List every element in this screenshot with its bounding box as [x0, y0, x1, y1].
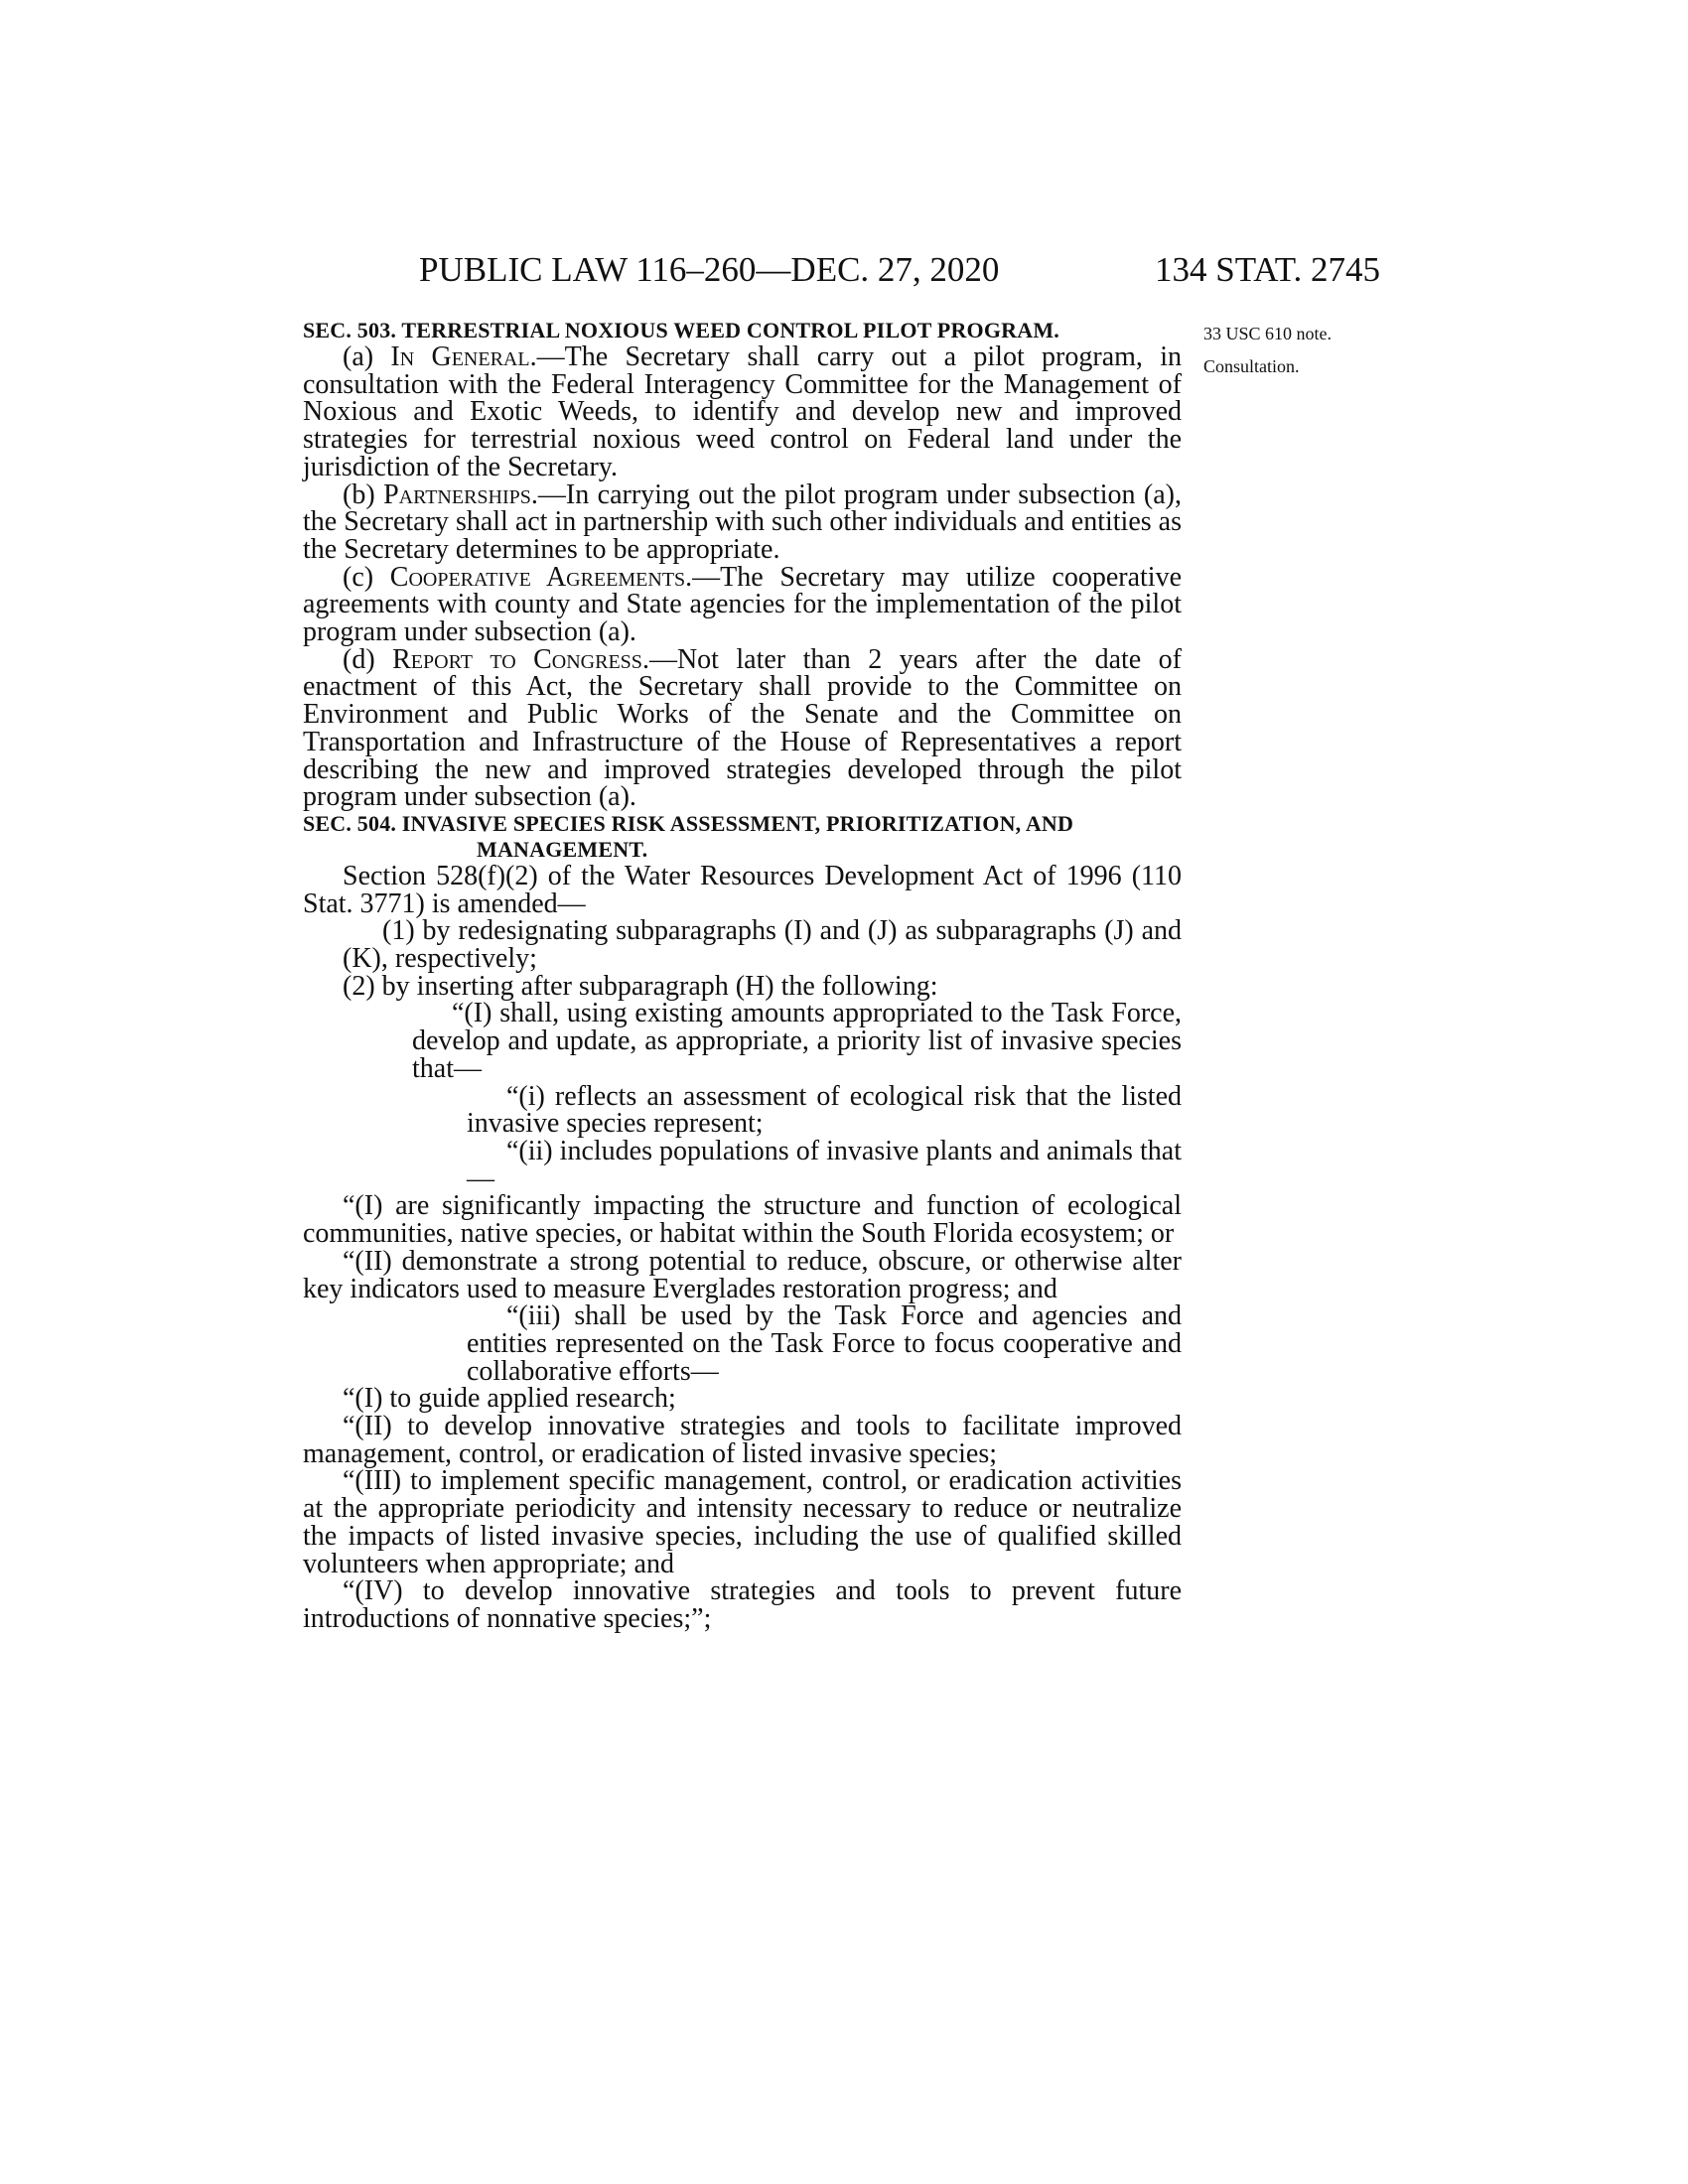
caption-report-to-congress: Report to Congress	[392, 643, 642, 675]
margin-note-usc: 33 USC 610 note.	[1203, 324, 1333, 343]
subsection-b: (b) Partnerships.—In carrying out the pilot program under subsection (a), the Secretary shall act in partnership with such other individuals and entities as the Secretary determines to be appropriate.	[303, 478, 1182, 565]
caption-cooperative-agreements: Cooperative Agreements	[389, 561, 686, 593]
subclause-ii-II: “(II) demonstrate a strong potential to reduce, obscure, or otherwise alter key indicators used to measure Everglades restoration progress; and	[303, 1245, 1182, 1304]
subsection-a: (a) In General.—The Secretary shall carry out a pilot program, in consultation with the Federal Interagency Committee for the Management of Noxious and Exotic Weeds, to identify and develop new and improved strategies for terrestrial noxious weed control on Federal land under the jurisdiction of the Secretary.	[303, 341, 1183, 482]
subclause-iii-II: “(II) to develop innovative strategies and tools to facilitate improved management, control, or eradication of listed invasive species;	[303, 1411, 1182, 1469]
caption-in-general: In General	[390, 341, 530, 372]
clause-ii: “(ii) includes populations of invasive plants and animals that—	[467, 1135, 1182, 1194]
sec-504-heading: SEC. 504. INVASIVE SPECIES RISK ASSESSMENT, PRIORITIZATION, AND MANAGEMENT.	[303, 810, 1074, 862]
body-text	[303, 318, 1182, 1633]
running-head-stat-citation: 134 STAT. 2745	[1155, 250, 1380, 289]
paragraph-1: (1) by redesignating subparagraphs (I) and (J) as subparagraphs (J) and (K), respectively;	[343, 915, 1182, 975]
running-head-title: PUBLIC LAW 116–260—DEC. 27, 2020	[419, 250, 1000, 289]
caption-partnerships: Partnerships	[383, 478, 531, 510]
subsection-d: (d) Report to Congress.—Not later than 2 years after the date of enactment of this Act, the Secretary shall provide to the Committee on Environment and Public Works of the Senate and the Committee on Transportation and Infrastructure of the House of Representatives a report describing the new and improved strategies developed through the pilot program under subsection (a).	[303, 643, 1182, 813]
subsection-c: (c) Cooperative Agreements.—The Secretary may utilize cooperative agreements with county and State agencies for the implementation of the pilot program under subsection (a).	[303, 561, 1182, 648]
margin-note-consultation: Consultation.	[1203, 356, 1300, 376]
clause-i: “(i) reflects an assessment of ecological risk that the listed invasive species represent;	[467, 1080, 1182, 1140]
clause-iii: “(iii) shall be used by the Task Force and agencies and entities represented on the Task Force to focus cooperative and collaborative efforts—	[467, 1300, 1182, 1387]
subclause-iii-IV: “(IV) to develop innovative strategies and tools to prevent future introductions of nonnative species;”;	[303, 1575, 1182, 1634]
paragraph-2: (2) by inserting after subparagraph (H) the following:	[343, 970, 938, 1002]
subclause-iii-III: “(III) to implement specific management, control, or eradication activities at the appropriate periodicity and intensity necessary to reduce or neutralize the impacts of listed invasive species, including the use of qualified skilled volunteers when appropriate; and	[303, 1465, 1182, 1579]
subclause-iii-I: “(I) to guide applied research;	[343, 1383, 676, 1415]
subparagraph-I: “(I) shall, using existing amounts appropriated to the Task Force, develop and update, as appropriate, a priority list of invasive species that—	[412, 998, 1182, 1084]
sec-504-intro: Section 528(f)(2) of the Water Resources Development Act of 1996 (110 Stat. 3771) is amended—	[303, 860, 1182, 919]
subclause-ii-I: “(I) are significantly impacting the structure and function of ecological communities, native species, or habitat within the South Florida ecosystem; or	[303, 1190, 1182, 1250]
sec-503-heading: SEC. 503. TERRESTRIAL NOXIOUS WEED CONTROL PILOT PROGRAM.	[303, 318, 1059, 342]
